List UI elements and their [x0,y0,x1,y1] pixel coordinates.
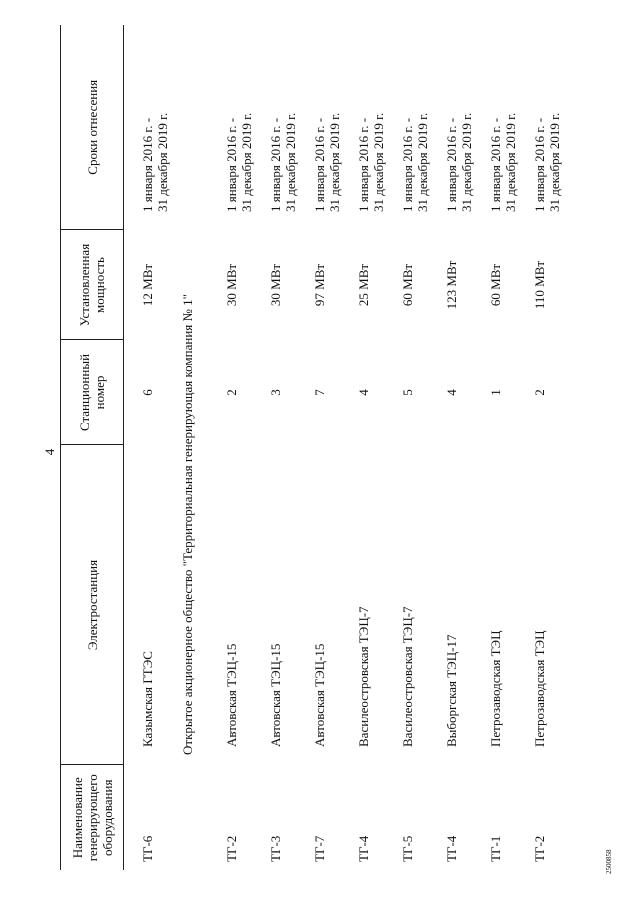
cell-equipment-code: ТГ-4 [356,835,371,862]
cell-period [124,25,181,230]
cell-period [444,25,488,230]
table-row [124,25,181,870]
table-row [488,25,532,870]
header-station-number: Станционный номер [61,340,124,445]
cell-station-number: 1 [488,389,503,396]
period-end: 31 декабря 2019 г. [239,112,254,212]
cell-station-number: 4 [356,389,371,396]
cell-station-number: 7 [312,389,327,396]
cell-period [356,25,400,230]
cell-installed-capacity: 110 МВт [532,260,547,310]
table-row [312,25,356,870]
cell-power-plant: Автовская ТЭЦ-15 [312,643,327,747]
cell-period [312,25,356,230]
cell-equipment-code: ТГ-2 [532,835,547,862]
section-title: Открытое акционерное общество "Территориальная генерирующая компания № 1" [180,294,195,755]
cell-power-plant: Василеостровская ТЭЦ-7 [400,606,415,747]
table-row [224,25,268,870]
cell-period [400,25,444,230]
table-body [224,25,576,870]
cell-station-number: 2 [532,389,547,396]
cell-installed-capacity: 25 МВт [356,263,371,307]
cell-equipment-code: ТГ-6 [140,835,155,862]
cell-installed-capacity: 97 МВт [312,263,327,307]
period-start: 1 января 2016 г. - [312,117,327,212]
cell-equipment-code: ТГ-2 [224,835,239,862]
cell-equipment-code: ТГ-7 [312,835,327,862]
table-row [400,25,444,870]
cell-power-plant: Петрозаводская ТЭЦ [532,630,547,747]
cell-power-plant: Казымская ГТЭС [140,651,155,747]
period-start: 1 января 2016 г. - [488,117,503,212]
table-row [356,25,400,870]
table-row [444,25,488,870]
period-end: 31 декабря 2019 г. [459,112,474,212]
cell-period [488,25,532,230]
header-period: Сроки отнесения [61,25,124,230]
period-end: 31 декабря 2019 г. [503,112,518,212]
cell-power-plant: Автовская ТЭЦ-15 [268,643,283,747]
period-end: 31 декабря 2019 г. [283,112,298,212]
cell-equipment-code: ТГ-3 [268,835,283,862]
period-start: 1 января 2016 г. - [532,117,547,212]
header-equipment-name: Наименование генерирующего оборудования [61,765,124,870]
period-start: 1 января 2016 г. - [268,117,283,212]
header-installed-capacity: Установленная мощность [61,230,124,340]
period-start: 1 января 2016 г. - [224,117,239,212]
cell-station-number: 2 [224,389,239,396]
period-end: 31 декабря 2019 г. [547,112,562,212]
cell-station-number: 5 [400,389,415,396]
table-header-row [61,25,124,870]
generating-equipment-table [60,25,576,870]
period-end: 31 декабря 2019 г. [415,112,430,212]
period-start: 1 января 2016 г. - [140,117,155,212]
cell-power-plant: Василеостровская ТЭЦ-7 [356,606,371,747]
period-end: 31 декабря 2019 г. [155,112,170,212]
page-number: 4 [42,448,57,456]
cell-power-plant: Выборгская ТЭЦ-17 [444,634,459,747]
cell-period [268,25,312,230]
cell-installed-capacity: 60 МВт [488,263,503,307]
header-power-plant: Электростанция [61,445,124,765]
cell-station-number: 4 [444,389,459,396]
cell-equipment-code: ТГ-1 [488,835,503,862]
table-row [532,25,576,870]
cell-equipment-code: ТГ-5 [400,835,415,862]
period-start: 1 января 2016 г. - [356,117,371,212]
cell-station-number: 6 [140,389,155,396]
period-start: 1 января 2016 г. - [400,117,415,212]
period-start: 1 января 2016 г. - [444,117,459,212]
period-end: 31 декабря 2019 г. [371,112,386,212]
cell-power-plant: Петрозаводская ТЭЦ [488,630,503,747]
cell-installed-capacity: 30 МВт [268,263,283,307]
cell-station-number: 3 [268,389,283,396]
cell-period [532,25,576,230]
cell-period [224,25,268,230]
cell-power-plant: Автовская ТЭЦ-15 [224,643,239,747]
cell-installed-capacity: 12 МВт [140,263,155,307]
cell-installed-capacity: 123 МВт [444,260,459,310]
table-row [268,25,312,870]
cell-installed-capacity: 60 МВт [400,263,415,307]
period-end: 31 декабря 2019 г. [327,112,342,212]
cell-equipment-code: ТГ-4 [444,835,459,862]
cell-installed-capacity: 30 МВт [224,263,239,307]
section-row [180,25,224,870]
rotated-table-container [60,25,630,870]
document-id: 2500858 [605,849,613,874]
